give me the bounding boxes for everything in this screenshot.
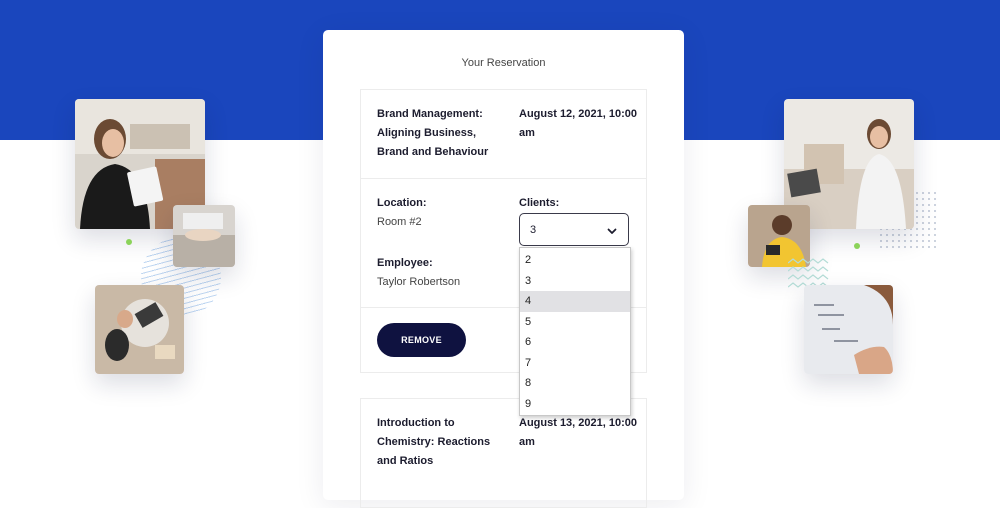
clients-select[interactable] xyxy=(519,213,629,246)
clients-select-value: 3 xyxy=(530,224,537,236)
course-title: Brand Management: Aligning Business, Brand and Behaviour xyxy=(377,108,489,158)
dropdown-option-highlighted[interactable]: 4 xyxy=(520,291,630,312)
course-date: August 12, 2021, 10:00 am xyxy=(519,108,638,139)
photo-hand-writing-formulas xyxy=(804,285,893,374)
location-value: Room #2 xyxy=(377,216,422,228)
photo-team-meeting-top-view xyxy=(95,285,184,374)
decorative-green-dot xyxy=(126,239,132,245)
photo-hands-on-desk xyxy=(173,205,235,267)
chevron-down-icon xyxy=(606,224,618,242)
clients-dropdown-list[interactable] xyxy=(519,247,631,416)
clients-label: Clients: xyxy=(519,197,560,209)
decorative-green-dot xyxy=(854,243,860,249)
remove-button[interactable]: REMOVE xyxy=(377,323,466,357)
dropdown-option[interactable]: 7 xyxy=(525,356,532,369)
employee-value: Taylor Robertson xyxy=(377,276,461,288)
card-title: Your Reservation xyxy=(461,57,546,69)
decorative-zigzag xyxy=(788,258,832,288)
employee-label: Employee: xyxy=(377,257,433,269)
location-label: Location: xyxy=(377,197,427,209)
dropdown-option[interactable]: 6 xyxy=(525,336,532,348)
course-title: Introduction to Chemistry: Reactions and Ratios xyxy=(377,417,491,467)
dropdown-option[interactable]: 8 xyxy=(525,377,532,389)
dropdown-option[interactable]: 5 xyxy=(525,315,532,328)
dropdown-option[interactable]: 9 xyxy=(525,397,532,410)
course-date: August 13, 2021, 10:00 am xyxy=(519,417,638,448)
dropdown-option[interactable]: 3 xyxy=(525,274,532,287)
dropdown-option[interactable]: 2 xyxy=(525,254,532,266)
